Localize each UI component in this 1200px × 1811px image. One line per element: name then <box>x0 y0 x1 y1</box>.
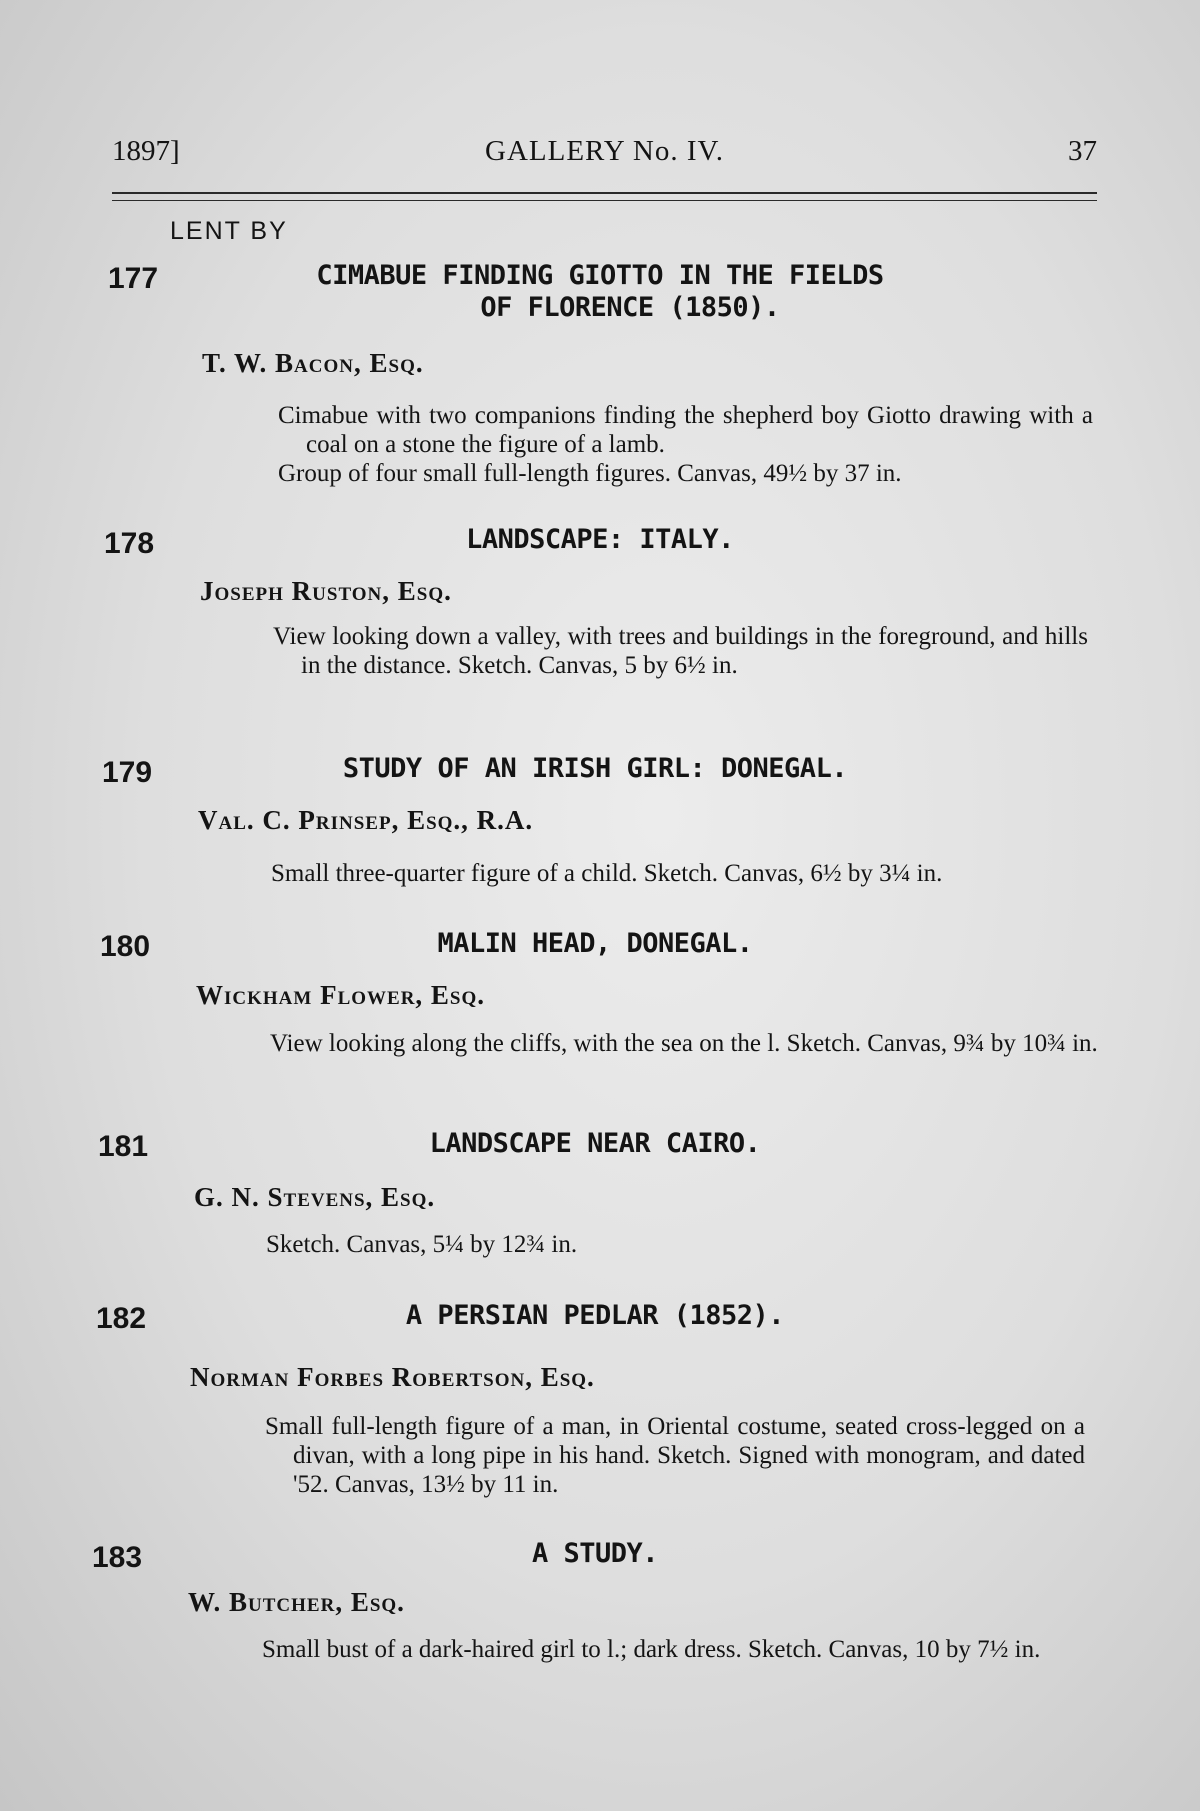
entry-title <box>250 753 940 785</box>
entry-number: 178 <box>104 527 155 560</box>
entry-lender: T. W. Bacon, Esq. <box>202 348 424 378</box>
description-paragraph: Small full-length figure of a man, in Oriental costume, seated cross-legged on a divan, with a long pipe in his hand. Sketch. Signed with monogram, and dated '52. Canvas, 13½ by 11 in. <box>265 1413 1085 1498</box>
entry-title <box>250 1538 940 1570</box>
description-paragraph: Group of four small full-length figures. Canvas, 49½ by 37 in. <box>278 460 902 487</box>
entry-title <box>250 524 950 556</box>
description-paragraph: Small three-quarter figure of a child. Sketch. Canvas, 6½ by 3¼ in. <box>271 860 943 887</box>
entry-title <box>250 1128 940 1160</box>
entry-description <box>262 1635 1084 1664</box>
entry-description <box>278 401 1093 488</box>
entry-title-line: CIMABUE FINDING GIOTTO IN THE FIELDS <box>316 260 884 291</box>
entry-title <box>250 928 940 960</box>
entry-title <box>250 260 950 324</box>
description-paragraph: Cimabue with two companions finding the shepherd boy Giotto drawing with a coal on a stone the figure of a lamb. <box>278 402 1093 458</box>
entry-description <box>273 622 1088 680</box>
page-number: 37 <box>1068 135 1097 167</box>
lent-by-label: LENT BY <box>170 217 288 245</box>
entry-lender: G. N. Stevens, Esq. <box>194 1182 436 1212</box>
entry-number: 180 <box>100 930 151 963</box>
entry-lender: Norman Forbes Robertson, Esq. <box>190 1362 595 1392</box>
header-title: GALLERY No. IV. <box>485 135 724 167</box>
entry-title-line: STUDY OF AN IRISH GIRL: DONEGAL. <box>342 753 848 784</box>
description-paragraph: Sketch. Canvas, 5¼ by 12¾ in. <box>266 1231 578 1258</box>
entry-description <box>271 859 1101 888</box>
entry-title-line: MALIN HEAD, DONEGAL. <box>437 928 753 959</box>
entry-lender: W. Butcher, Esq. <box>188 1587 405 1617</box>
entry-number: 179 <box>102 756 153 789</box>
entry-title-line: A STUDY. <box>531 1538 659 1569</box>
header-year: 1897] <box>112 135 180 167</box>
entry-lender: Wickham Flower, Esq. <box>196 980 486 1010</box>
entry-number: 182 <box>96 1302 147 1335</box>
description-paragraph: View looking down a valley, with trees and buildings in the foreground, and hills in the distance. Sketch. Canvas, 5 by 6½ in. <box>273 623 1088 679</box>
entry-description <box>266 1230 1096 1259</box>
entry-title-line: LANDSCAPE: ITALY. <box>466 524 734 555</box>
entry-lender: Val. C. Prinsep, Esq., R.A. <box>198 805 534 835</box>
entry-description <box>270 1029 1100 1058</box>
entry-number: 177 <box>108 262 159 295</box>
entry-title <box>250 1300 940 1332</box>
entry-title-line: LANDSCAPE NEAR CAIRO. <box>429 1128 761 1159</box>
header-double-rule <box>112 192 1097 201</box>
description-paragraph: View looking along the cliffs, with the sea on the l. Sketch. Canvas, 9¾ by 10¾ in. <box>270 1030 1098 1057</box>
entry-number: 183 <box>92 1541 143 1574</box>
entry-title-line: OF FLORENCE (1850). <box>480 292 780 323</box>
entry-title-line: A PERSIAN PEDLAR (1852). <box>405 1300 785 1331</box>
entry-description <box>265 1412 1085 1499</box>
entry-lender: Joseph Ruston, Esq. <box>200 576 452 606</box>
description-paragraph: Small bust of a dark-haired girl to l.; dark dress. Sketch. Canvas, 10 by 7½ in. <box>262 1636 1041 1663</box>
entry-number: 181 <box>98 1130 149 1163</box>
running-header <box>112 135 1097 175</box>
